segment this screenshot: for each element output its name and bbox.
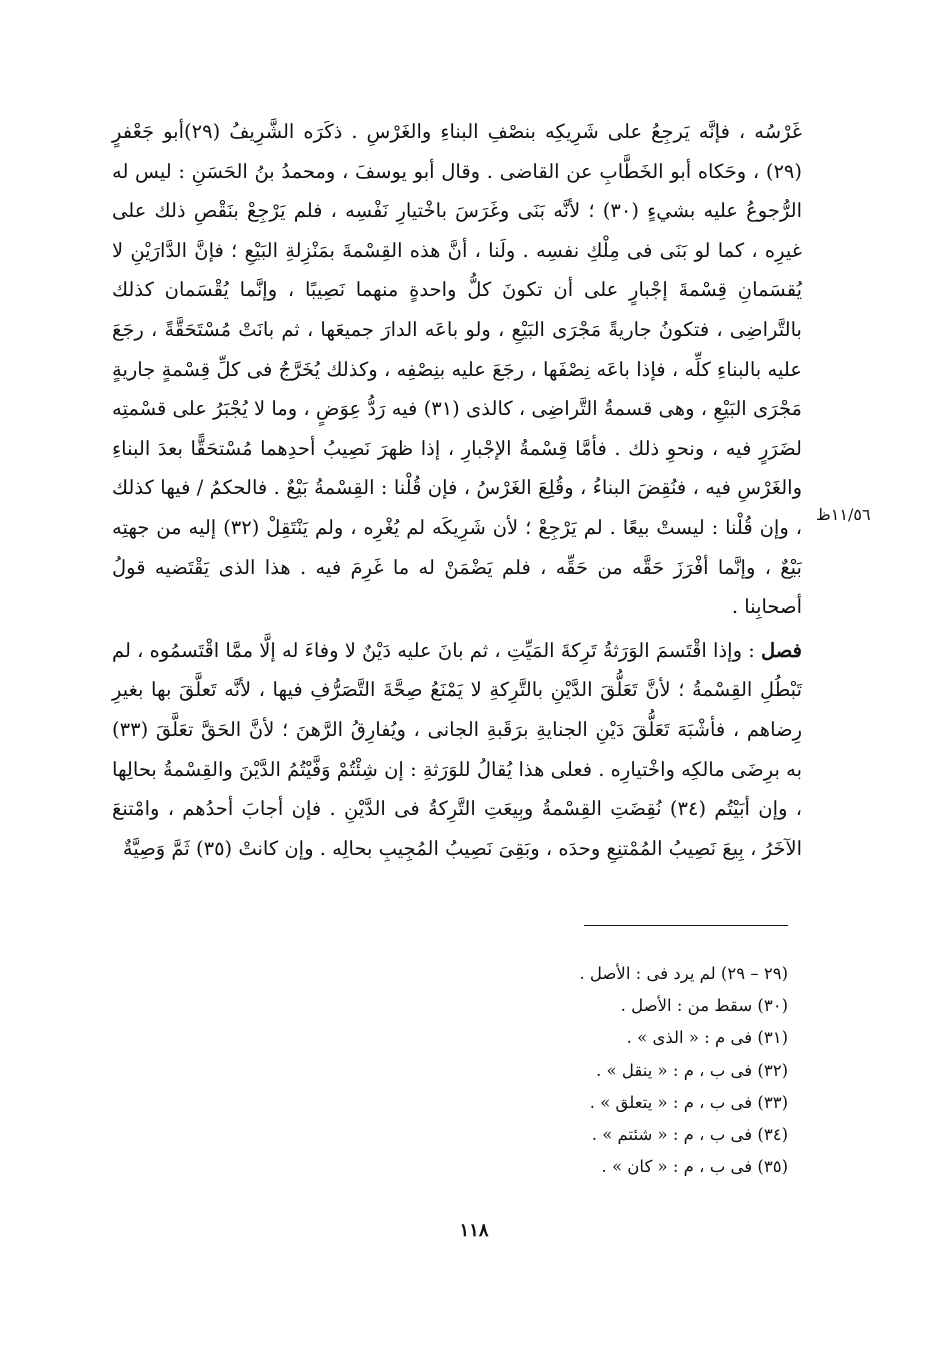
footnotes [400, 958, 788, 1183]
paragraph-2-text: : وإذا اقْتَسمَ الوَرَثةُ تَرِكةَ المَيِّتِ ، ثم بانَ عليه دَيْنٌ لا وفاءَ له إلَّا ممَّا اقْتَسمُوه ، لم تَبْطُلِ القِسْمةُ ؛ لأنَّ تَعَلُّقَ الدَّيْنِ بالتَّرِكةِ لا يَمْنَعُ صِحَّةَ التَّصَرُّفِ فيها ، لأنَّه تَعلَّقَ بها بغيرِ رِضاهم ، فأشْبَهَ تَعَلُّقَ دَيْنِ الجنايةِ برَقَبةِ الجانى ، ويُفارِقُ الرَّهنَ ؛ لأنَّ الحَقَّ تعَلَّقَ (٣٣) به برِضَى مالكِه واخْتيارِه . فعلى هذا يُقالُ للوَرَثةِ : إن شِئْتُمْ وَفَّيْتُمُ الدَّيْنَ والقِسْمةُ بحالِها ، وإن أبَيْتُم (٣٤) نُقِضَتِ القِسْمةُ وبِيعَتِ التَّرِكةُ فى الدَّيْنِ . فإن أجابَ أحدُهم ، وامْتنعَ الآخَرُ ، بِيعَ نَصِيبُ المُمْتنِعِ وحدَه ، وبَقِىَ نَصِيبُ المُجِيبِ بحالِه . وإن كانتْ (٣٥) ثَمَّ وَصِيَّةٌ [112, 638, 802, 860]
footnote-35: (٣٥) فى ب ، م : « كان » . [601, 1157, 788, 1177]
footnote-32: (٣٢) فى ب ، م : « ينقل » . [596, 1060, 788, 1080]
section-heading-fasl: فصل [761, 638, 802, 662]
footnote-33: (٣٣) فى ب ، م : « يتعلق » . [589, 1092, 788, 1112]
footnote-31: (٣١) فى م : « الذى » . [626, 1028, 788, 1048]
page-number: ١١٨ [459, 1220, 489, 1241]
footnote-30: (٣٠) سقط من : الأصل . [620, 996, 788, 1016]
footnote-29: (٢٩ – ٢٩) لم يرد فى : الأصل . [579, 964, 788, 983]
main-text [112, 112, 802, 868]
manuscript-folio-marker: ١١/٥٦ظ [816, 505, 871, 524]
paragraph-1 [112, 112, 802, 627]
footnote-34: (٣٤) فى ب ، م : « شئتم » . [591, 1125, 788, 1145]
paragraph-2 [112, 631, 802, 869]
paragraph-1-text: غَرْسُه ، فإنَّه يَرجِعُ على شَرِيكِه بنصْفِ البناءِ والغَرْسِ . ذكَرَه الشَّرِيفُ (٢٩)أبو جَعْفرٍ (٢٩) ، وحَكاه أبو الخَطَّابِ عن القاضى . وقال أبو يوسفَ ، ومحمدُ بنُ الحَسَنِ : ليس له الرُّجوعُ عليه بشيءٍ (٣٠) ؛ لأنَّه بَنَى وغَرَسَ باخْتيارِ نَفْسِه ، فلم يَرْجِعْ بنَقْصِ ذلك على غيرِه ، كما لو بَنَى فى مِلْكِ نفسِه . ولَنا ، أنَّ هذه القِسْمةَ بمَنْزِلةِ البَيْعِ ؛ فإنَّ الدَّارَيْنِ لا يُقسَمانِ قِسْمةَ إجْبارٍ على أن تكونَ كلُّ واحدةٍ منهما نَصِيبًا ، وإنَّما يُقْسَمان كذلك بالتَّراضِى ، فتكونُ جاريةً مَجْرَى البَيْعِ ، ولو باعَه الدارَ جميعَها ، ثم بانَتْ مُسْتَحَقَّةً ، رجَعَ عليه بالبناءِ كلِّه ، فإذا باعَه نِصْفَها ، رجَعَ عليه بنِصْفِه ، وكذلك يُخَرَّجُ فى كلِّ قِسْمةٍ جاريةٍ مَجْرَى البَيْعِ ، وهى قسمةُ التَّراضِى ، كالذى (٣١) فيه رَدُّ عِوَضٍ ، وما لا يُجْبَرُ على قسْمتِه لضَرَرٍ فيه ، ونحوِ ذلك . فأمَّا قِسْمةُ الإجْبارِ ، إذا ظهرَ نَصِيبُ أحدِهما مُسْتحَقًّا بعدَ البناءِ والغَرْسِ فيه ، فنُقِضَ البناءُ ، وقُلِعَ الغَرْسُ ، فإن قُلْنا : القِسْمةُ بَيْعٌ . فالحكمُ / فيها كذلك ، وإن قُلْنا : ليستْ بيعًا . لم يَرْجِعْ ؛ لأن شَرِيكَه لم يُغْرِه ، ولم يَنْتَقِلْ (٣٢) إليه من جهتِه بَيْعٌ ، وإنَّما أفْرَزَ حَقَّه من حَقِّه ، فلم يَضْمَنْ له ما غَرِمَ فيه . هذا الذى يَقْتَضيه قولُ أصحابِنا . [112, 120, 803, 619]
footnote-divider [584, 925, 788, 926]
